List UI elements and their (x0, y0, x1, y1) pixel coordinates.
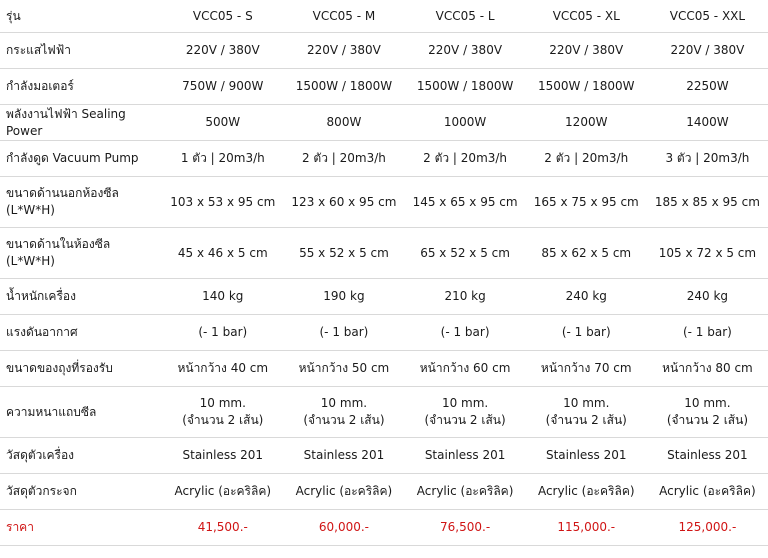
row-label (0, 315, 162, 351)
cell-line: 2 ตัว | 20m3/h (423, 151, 508, 165)
row-label-line: วัสดุตัวเครื่อง (6, 448, 75, 462)
cell-line: 210 kg (444, 289, 486, 303)
cell-line: 220V / 380V (549, 43, 624, 57)
table-cell (283, 438, 404, 474)
table-cell (405, 228, 526, 279)
row-label (0, 279, 162, 315)
cell-line: 500W (205, 115, 241, 129)
table-cell (647, 315, 768, 351)
cell-line: 750W / 900W (182, 79, 264, 93)
cell-line: 45 x 46 x 5 cm (177, 245, 268, 260)
cell-line: หน้ากว้าง 40 cm (177, 361, 269, 375)
model-name: VCC05 - S (162, 0, 283, 33)
cell-line: 140 kg (202, 289, 244, 303)
table-cell (405, 177, 526, 228)
table-cell (283, 474, 404, 510)
row-label-line: ขนาดด้านในห้องซีล (6, 237, 111, 251)
cell-line: 240 kg (686, 289, 729, 303)
cell-line: (- 1 bar) (682, 325, 732, 339)
model-name: VCC05 - XXL (647, 0, 768, 33)
cell-line: Stainless 201 (667, 448, 748, 462)
table-cell (647, 141, 768, 177)
cell-line: 2 ตัว | 20m3/h (544, 151, 629, 165)
table-cell (647, 438, 768, 474)
table-row (0, 474, 768, 510)
table-cell (405, 438, 526, 474)
table-cell (647, 474, 768, 510)
table-cell (405, 69, 526, 105)
cell-line: 10 mm. (320, 396, 368, 410)
table-cell (162, 141, 283, 177)
price-value: 125,000.- (647, 510, 768, 546)
row-label-line: ความหนาแถบซีล (6, 404, 97, 419)
cell-line: (จำนวน 2 เส้น) (545, 413, 627, 427)
cell-line: 220V / 380V (306, 43, 381, 57)
row-label-line: แรงดันอากาศ (6, 325, 78, 339)
table-cell (647, 351, 768, 387)
row-label-line: ขนาดด้านนอกห้องซีล (6, 186, 119, 200)
row-label (0, 177, 162, 228)
table-row (0, 33, 768, 69)
table-cell (647, 279, 768, 315)
row-label (0, 33, 162, 69)
cell-line: หน้ากว้าง 60 cm (419, 361, 511, 375)
row-label (0, 141, 162, 177)
cell-line: (- 1 bar) (440, 325, 490, 339)
table-row (0, 228, 768, 279)
table-cell (283, 279, 404, 315)
cell-line: 10 mm. (684, 396, 731, 410)
table-cell (162, 351, 283, 387)
table-cell (526, 177, 647, 228)
table-row (0, 105, 768, 141)
table-cell (162, 177, 283, 228)
cell-line: 103 x 53 x 95 cm (170, 194, 276, 209)
cell-line: 65 x 52 x 5 cm (420, 245, 510, 260)
table-row (0, 141, 768, 177)
table-cell (283, 69, 404, 105)
table-cell (526, 387, 647, 438)
cell-line: 165 x 75 x 95 cm (533, 194, 639, 209)
cell-line: 3 ตัว | 20m3/h (665, 151, 750, 165)
row-label (0, 228, 162, 279)
cell-line: หน้ากว้าง 70 cm (540, 361, 632, 375)
model-name: VCC05 - L (405, 0, 526, 33)
table-cell (526, 33, 647, 69)
table-cell (283, 387, 404, 438)
cell-line: 1200W (565, 115, 608, 129)
cell-line: 1000W (443, 115, 487, 129)
model-name: VCC05 - M (283, 0, 404, 33)
cell-line: Acrylic (อะคริลิค) (295, 484, 393, 498)
cell-line: 185 x 85 x 95 cm (654, 194, 760, 209)
table-row (0, 351, 768, 387)
cell-line: 10 mm. (441, 396, 489, 410)
table-cell (647, 33, 768, 69)
cell-line: Stainless 201 (303, 448, 385, 462)
table-cell (405, 315, 526, 351)
table-row (0, 177, 768, 228)
table-cell (283, 33, 404, 69)
table-cell (526, 228, 647, 279)
table-cell (162, 279, 283, 315)
cell-line: (จำนวน 2 เส้น) (424, 413, 506, 427)
cell-line: หน้ากว้าง 80 cm (662, 361, 753, 375)
table-cell (283, 315, 404, 351)
cell-line: 2 ตัว | 20m3/h (301, 151, 386, 165)
table-cell (526, 105, 647, 141)
table-cell (162, 33, 283, 69)
cell-line: 2250W (686, 79, 729, 93)
cell-line: 10 mm. (563, 396, 610, 410)
price-row (0, 510, 768, 546)
table-cell (283, 177, 404, 228)
table-cell (526, 69, 647, 105)
cell-line: 220V / 380V (428, 43, 503, 57)
table-cell (162, 69, 283, 105)
row-label-line: กำลังมอเตอร์ (6, 79, 74, 93)
cell-line: 220V / 380V (670, 43, 745, 57)
cell-line: 1500W / 1800W (295, 79, 393, 93)
cell-line: 1500W / 1800W (538, 79, 635, 93)
table-cell (526, 474, 647, 510)
table-cell (647, 105, 768, 141)
table-row (0, 315, 768, 351)
table-cell (405, 351, 526, 387)
cell-line: (- 1 bar) (198, 325, 248, 339)
table-cell (283, 105, 404, 141)
table-cell (162, 474, 283, 510)
header-label: รุ่น (0, 0, 162, 33)
cell-line: หน้ากว้าง 50 cm (298, 361, 390, 375)
cell-line: 1500W / 1800W (416, 79, 514, 93)
header-row (0, 0, 768, 33)
price-value: 41,500.- (162, 510, 283, 546)
cell-line: 1400W (686, 115, 729, 129)
table-row (0, 69, 768, 105)
cell-line: (- 1 bar) (319, 325, 369, 339)
cell-line: 220V / 380V (185, 43, 260, 57)
model-name: VCC05 - XL (526, 0, 647, 33)
cell-line: (จำนวน 2 เส้น) (303, 413, 385, 427)
table-cell (162, 387, 283, 438)
table-cell (283, 351, 404, 387)
table-cell (405, 474, 526, 510)
cell-line: 123 x 60 x 95 cm (291, 194, 397, 209)
row-label (0, 474, 162, 510)
cell-line: Stainless 201 (182, 448, 264, 462)
table-cell (647, 177, 768, 228)
row-label-line: วัสดุตัวกระจก (6, 484, 77, 498)
row-label-line: กระแสไฟฟ้า (6, 43, 71, 57)
cell-line: 105 x 72 x 5 cm (658, 245, 757, 260)
table-cell (283, 228, 404, 279)
cell-line: 85 x 62 x 5 cm (541, 245, 632, 260)
row-label (0, 438, 162, 474)
row-label-line: กำลังดูด Vacuum Pump (6, 151, 139, 165)
row-label-line: ขนาดของถุงที่รองรับ (6, 361, 113, 375)
table-cell (405, 387, 526, 438)
cell-line: 10 mm. (199, 396, 246, 410)
row-label-line: (L*W*H) (6, 254, 55, 268)
cell-line: Stainless 201 (545, 448, 627, 462)
table-cell (526, 438, 647, 474)
cell-line: Stainless 201 (424, 448, 506, 462)
price-label: ราคา (0, 510, 162, 546)
row-label (0, 351, 162, 387)
table-cell (405, 279, 526, 315)
table-cell (162, 438, 283, 474)
cell-line: Acrylic (อะคริลิค) (659, 484, 756, 498)
cell-line: 55 x 52 x 5 cm (299, 245, 389, 260)
table-cell (405, 33, 526, 69)
table-cell (647, 69, 768, 105)
table-cell (647, 387, 768, 438)
table-cell (526, 351, 647, 387)
cell-line: 1 ตัว | 20m3/h (180, 151, 265, 165)
cell-line: (จำนวน 2 เส้น) (666, 413, 748, 427)
row-label (0, 69, 162, 105)
table-cell (405, 105, 526, 141)
table-row (0, 438, 768, 474)
row-label-line: (L*W*H) (6, 203, 55, 217)
table-row (0, 279, 768, 315)
cell-line: Acrylic (อะคริลิค) (174, 484, 272, 498)
row-label-line: น้ำหนักเครื่อง (6, 289, 76, 303)
table-cell (526, 141, 647, 177)
table-cell (162, 105, 283, 141)
cell-line: (จำนวน 2 เส้น) (182, 413, 264, 427)
row-label (0, 105, 162, 141)
cell-line: (- 1 bar) (561, 325, 611, 339)
row-label (0, 387, 162, 438)
price-value: 60,000.- (283, 510, 404, 546)
cell-line: 145 x 65 x 95 cm (412, 194, 518, 209)
cell-line: Acrylic (อะคริลิค) (416, 484, 514, 498)
table-cell (162, 228, 283, 279)
table-row (0, 387, 768, 438)
table-cell (283, 141, 404, 177)
cell-line: 240 kg (565, 289, 607, 303)
table-cell (162, 315, 283, 351)
cell-line: Acrylic (อะคริลิค) (537, 484, 635, 498)
table-cell (526, 279, 647, 315)
table-cell (405, 141, 526, 177)
table-cell (526, 315, 647, 351)
price-value: 115,000.- (526, 510, 647, 546)
table-cell (647, 228, 768, 279)
price-value: 76,500.- (405, 510, 526, 546)
row-label-line: พลังงานไฟฟ้า Sealing Power (6, 106, 126, 138)
cell-line: 800W (326, 115, 362, 129)
cell-line: 190 kg (323, 289, 365, 303)
